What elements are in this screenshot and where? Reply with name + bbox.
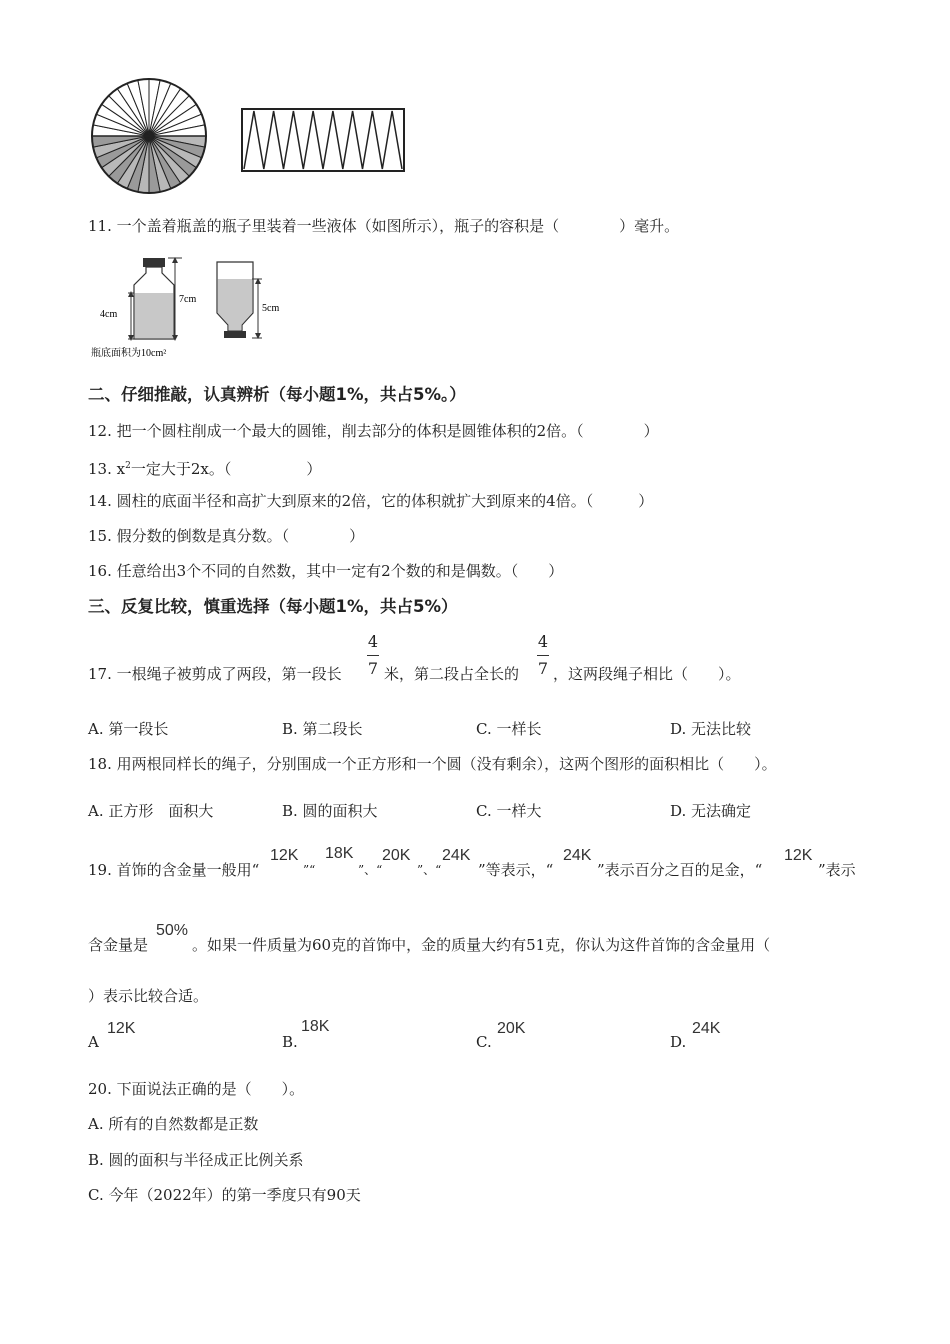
- rearranged-rectangle-figure: [240, 107, 407, 174]
- question-20: 20. 下面说法正确的是（ ）。: [88, 1080, 305, 1098]
- question-12: 12. 把一个圆柱削成一个最大的圆锥，削去部分的体积是圆锥体积的2倍。（ ）: [88, 422, 659, 440]
- q19-sep1: ”“: [303, 863, 316, 877]
- q19-line1-b: ”等表示，“: [478, 861, 554, 879]
- q19-k24-full: 24K: [563, 847, 592, 864]
- q17-frac2-bar: [537, 655, 549, 656]
- q19-line1-d: ”表示: [818, 861, 856, 879]
- q19-option-b-label[interactable]: B.: [282, 1033, 298, 1051]
- q17-frac1-bar: [367, 655, 379, 656]
- q17-option-d[interactable]: D. 无法比较: [670, 720, 752, 738]
- q19-sep3: ”、“: [417, 863, 442, 877]
- q19-sep2: ”、“: [358, 863, 383, 877]
- section-3-title: 三、反复比较，慎重选择（每小题1%，共占5%）: [88, 597, 458, 616]
- q19-option-c-value[interactable]: 20K: [497, 1020, 526, 1037]
- q18-option-c[interactable]: C. 一样大: [476, 802, 542, 820]
- q19-k24: 24K: [442, 847, 471, 864]
- q20-option-a[interactable]: A. 所有的自然数都是正数: [88, 1115, 259, 1133]
- question-16: 16. 任意给出3个不同的自然数，其中一定有2个数的和是偶数。（ ）: [88, 562, 564, 580]
- question-18: 18. 用两根同样长的绳子，分别围成一个正方形和一个圆（没有剩余），这两个图形的面积相比（ ）。: [88, 755, 777, 773]
- q19-option-d-value[interactable]: 24K: [692, 1020, 721, 1037]
- label-4cm: 4cm: [100, 309, 118, 320]
- q19-option-c-label[interactable]: C.: [476, 1033, 492, 1051]
- q20-option-b[interactable]: B. 圆的面积与半径成正比例关系: [88, 1151, 304, 1169]
- q17-part3: ，这两段绳子相比（ ）。: [553, 665, 741, 683]
- q19-line2-b: 。如果一件质量为60克的首饰中，金的质量大约有51克，你认为这件首饰的含金量用（: [192, 936, 771, 954]
- q17-option-b[interactable]: B. 第二段长: [282, 720, 363, 738]
- q19-line2-a: 含金量是: [88, 936, 149, 954]
- q19-k18: 18K: [325, 845, 354, 862]
- q13-prefix: 13. x: [88, 460, 126, 478]
- question-13: [88, 456, 321, 479]
- q17-part2: 米，第二段占全长的: [384, 665, 520, 683]
- q17-frac1-numerator: 4: [367, 632, 379, 651]
- label-7cm: 7cm: [179, 294, 197, 305]
- q19-line3: ）表示比较合适。: [88, 987, 209, 1005]
- q17-frac1-denominator: 7: [367, 659, 379, 678]
- label-5cm: 5cm: [262, 303, 280, 314]
- q19-option-b-value[interactable]: 18K: [301, 1018, 330, 1035]
- q20-option-c[interactable]: C. 今年（2022年）的第一季度只有90天: [88, 1186, 361, 1204]
- q17-frac2-denominator: 7: [537, 659, 549, 678]
- label-base-area: 瓶底面积为10cm²: [91, 348, 167, 359]
- q19-line1-a: 19. 首饰的含金量一般用“: [88, 861, 260, 879]
- q18-option-a[interactable]: A. 正方形 面积大: [88, 802, 214, 820]
- question-15: 15. 假分数的倒数是真分数。（ ）: [88, 527, 365, 545]
- q19-k12: 12K: [270, 847, 299, 864]
- divided-circle-figure: [88, 78, 213, 198]
- q19-option-a-label[interactable]: A: [88, 1033, 99, 1051]
- q19-line1-c: ”表示百分之百的足金，“: [597, 861, 763, 879]
- section-2-title: 二、仔细推敲，认真辨析（每小题1%，共占5%。）: [88, 385, 466, 404]
- q17-part1: 17. 一根绳子被剪成了两段，第一段长: [88, 665, 342, 683]
- q19-option-d-label[interactable]: D.: [670, 1033, 687, 1051]
- q17-option-a[interactable]: A. 第一段长: [88, 720, 169, 738]
- q19-k20: 20K: [382, 847, 411, 864]
- q13-suffix: 一定大于2x。（ ）: [130, 460, 322, 478]
- q13-exponent: 2: [125, 461, 131, 471]
- q19-option-a-value[interactable]: 12K: [107, 1020, 136, 1037]
- q18-option-d[interactable]: D. 无法确定: [670, 802, 752, 820]
- question-14: 14. 圆柱的底面半径和高扩大到原来的2倍，它的体积就扩大到原来的4倍。（ ）: [88, 492, 654, 510]
- q17-frac2-numerator: 4: [537, 632, 549, 651]
- q18-option-b[interactable]: B. 圆的面积大: [282, 802, 378, 820]
- q17-option-c[interactable]: C. 一样长: [476, 720, 542, 738]
- question-11: 11. 一个盖着瓶盖的瓶子里装着一些液体（如图所示），瓶子的容积是（ ）毫升。: [88, 217, 680, 235]
- q19-pct50: 50%: [156, 922, 189, 939]
- q19-k12-example: 12K: [784, 847, 813, 864]
- bottle-figure: [88, 255, 298, 365]
